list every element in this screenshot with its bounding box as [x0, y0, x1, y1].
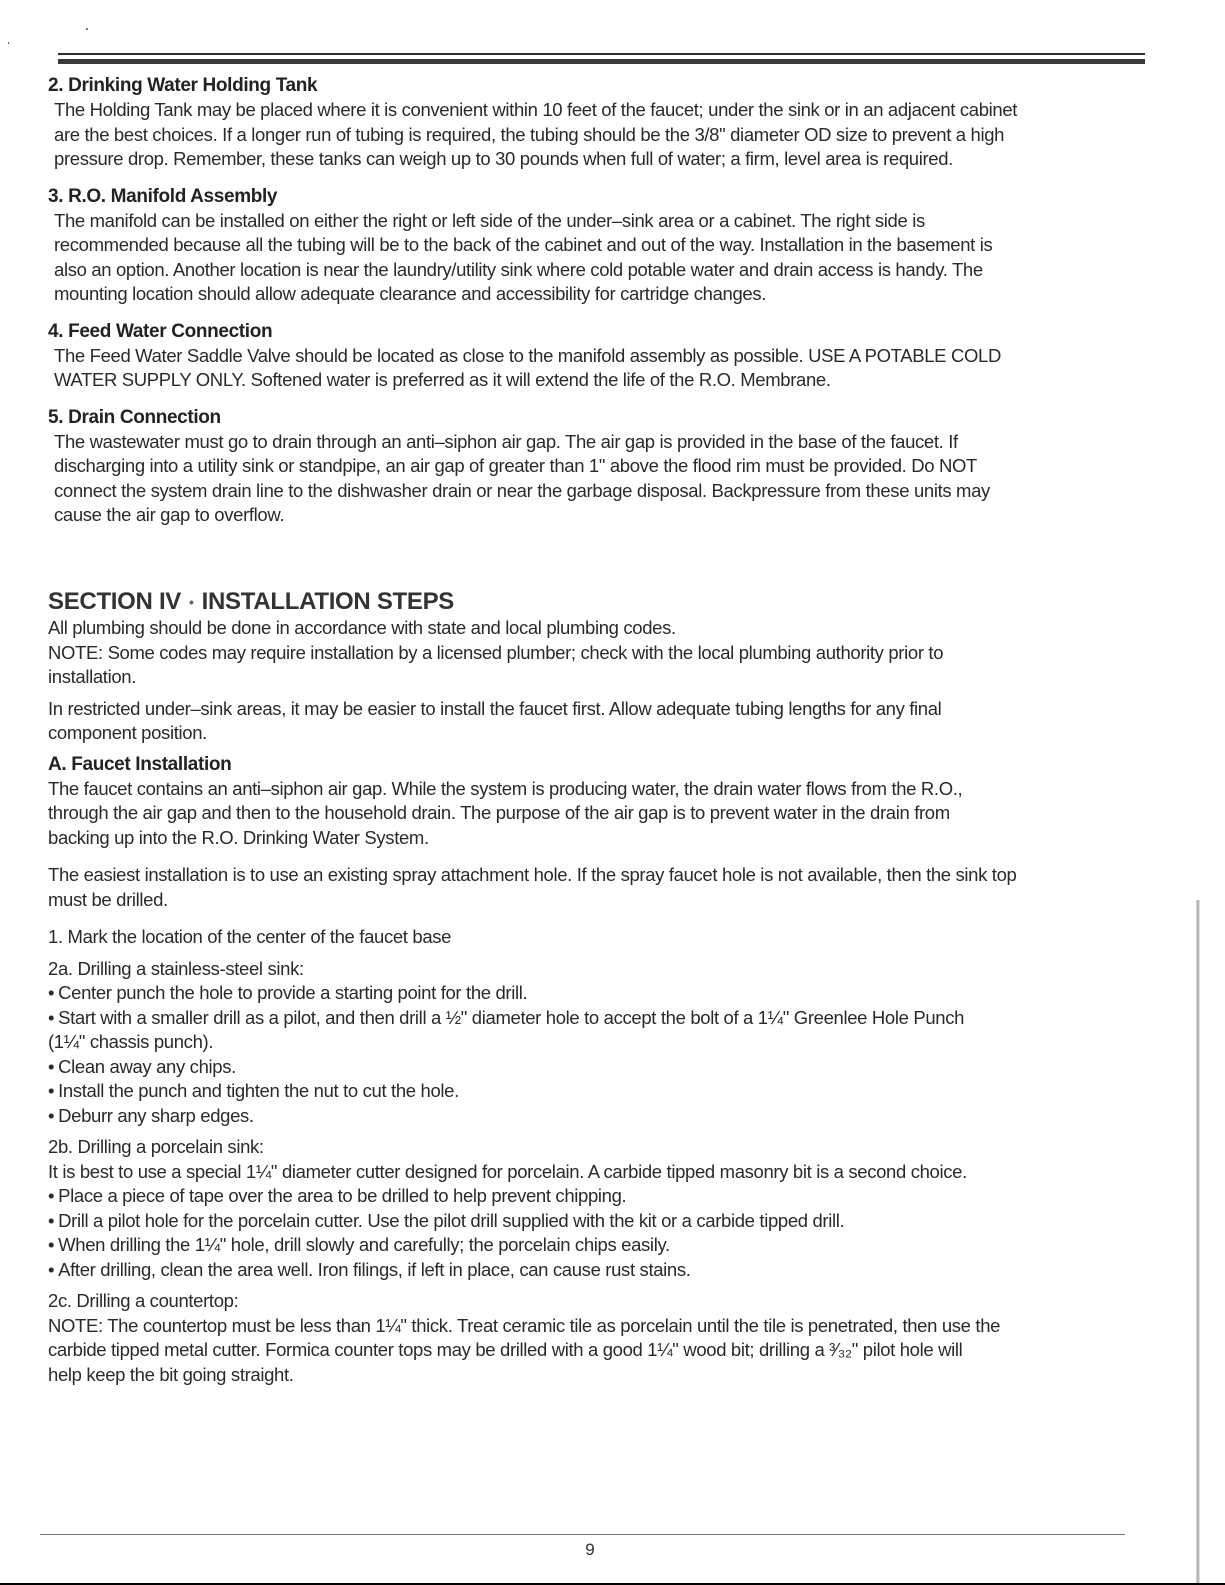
body-line: backing up into the R.O. Drinking Water System. — [48, 826, 429, 848]
body-line: must be drilled. — [48, 888, 168, 910]
section-feed-water — [48, 320, 1138, 393]
body-line: help keep the bit going straight. — [48, 1363, 294, 1385]
step-1: 1. Mark the location of the center of the faucet base — [48, 926, 452, 948]
header-rule-thin — [58, 53, 1145, 55]
page-number: 9 — [585, 1540, 595, 1559]
section-iv — [48, 588, 1138, 1388]
body-line: NOTE: The countertop must be less than 1¼" thick. Treat ceramic tile as porcelain until the tile is penetrated, then use the — [48, 1314, 1001, 1336]
body-line: All plumbing should be done in accordance with state and local plumbing codes. — [48, 617, 676, 639]
body-line: NOTE: Some codes may require installation by a licensed plumber; check with the local plumbing authority prior to — [48, 641, 944, 663]
step-2b-heading: 2b. Drilling a porcelain sink: — [48, 1136, 264, 1158]
body-line: installation. — [48, 666, 137, 688]
body-line: mounting location should allow adequate clearance and accessibility for cartridge changes. — [54, 283, 767, 304]
bullet-item: • When drilling the 1¼" hole, drill slowly and carefully; the porcelain chips easily. — [48, 1233, 1138, 1258]
body-line: The wastewater must go to drain through an anti–siphon air gap. The air gap is provided in the base of the faucet. If — [54, 430, 958, 452]
scan-speck — [86, 28, 88, 30]
body-line: It is best to use a special 1¼" diameter cutter designed for porcelain. A carbide tipped masonry bit is a second choice. — [48, 1160, 967, 1182]
body-line: discharging into a utility sink or standpipe, an air gap of greater than 1" above the flood rim must be provided. Do NOT — [54, 455, 977, 476]
page-content — [48, 74, 1138, 1387]
header-rule-thick — [58, 59, 1145, 64]
scan-speck — [8, 42, 9, 44]
section-heading: 3. R.O. Manifold Assembly — [48, 185, 278, 207]
body-line: The manifold can be installed on either the right or left side of the under–sink area or a cabinet. The right side is — [54, 209, 925, 231]
section-drain — [48, 406, 1138, 528]
section-name: INSTALLATION STEPS — [201, 587, 455, 615]
body-line: through the air gap and then to the household drain. The purpose of the air gap is to prevent water in the drain from — [48, 802, 950, 824]
body-line: recommended because all the tubing will be to the back of the cabinet and out of the way. Installation in the basement is — [54, 234, 993, 255]
body-line: The Feed Water Saddle Valve should be located as close to the manifold assembly as possible. USE A POTABLE COLD — [54, 344, 1001, 366]
section-heading: 4. Feed Water Connection — [48, 320, 273, 342]
section-heading: 2. Drinking Water Holding Tank — [48, 75, 318, 96]
section-holding-tank — [48, 74, 1138, 172]
body-line: also an option. Another location is near the laundry/utility sink where cold potable water and drain access is handy. The — [54, 258, 983, 280]
subsection-heading: A. Faucet Installation — [48, 753, 232, 775]
body-line: The Holding Tank may be placed where it is convenient within 10 feet of the faucet; under the sink or in an adjacent cabinet — [54, 99, 1018, 120]
bullet-item: • Deburr any sharp edges. — [48, 1104, 1138, 1129]
body-line: WATER SUPPLY ONLY. Softened water is preferred as it will extend the life of the R.O. Membrane. — [54, 369, 831, 390]
section-iv-title — [48, 588, 1138, 617]
bullet-item: • Start with a smaller drill as a pilot, and then drill a ½" diameter hole to accept the bolt of a 1¼" Greenlee Hole Punch — [48, 1006, 1138, 1031]
section-heading: 5. Drain Connection — [48, 406, 221, 428]
body-line: component position. — [48, 722, 207, 744]
bullet-item: • Place a piece of tape over the area to be drilled to help prevent chipping. — [48, 1184, 1138, 1209]
bullet-separator-icon: • — [189, 594, 194, 611]
bullet-item: • Drill a pilot hole for the porcelain cutter. Use the pilot drill supplied with the kit or a carbide tipped drill. — [48, 1209, 1138, 1234]
body-line: The easiest installation is to use an existing spray attachment hole. If the spray faucet hole is not available, then the sink top — [48, 864, 1017, 886]
body-line: connect the system drain line to the dishwasher drain or near the garbage disposal. Backpressure from these units may — [54, 479, 990, 501]
bullet-item: • After drilling, clean the area well. Iron filings, if left in place, can cause rust stains. — [48, 1258, 1138, 1283]
section-number: SECTION IV — [48, 587, 182, 615]
bullet-item: • Center punch the hole to provide a starting point for the drill. — [48, 981, 1138, 1006]
body-line: are the best choices. If a longer run of tubing is required, the tubing should be the 3/8" diameter OD size to prevent a high — [54, 123, 1005, 145]
scan-edge-shadow — [1196, 900, 1200, 1585]
body-line: carbide tipped metal cutter. Formica counter tops may be drilled with a good 1¼" wood bit; drilling a ³⁄₃₂" pilot hole will — [48, 1339, 963, 1361]
footer-rule — [40, 1534, 1125, 1535]
bullet-item: • Install the punch and tighten the nut to cut the hole. — [48, 1079, 1138, 1104]
bullet-item: • Clean away any chips. — [48, 1055, 1138, 1080]
section-manifold — [48, 185, 1138, 307]
step-2a-heading: 2a. Drilling a stainless-steel sink: — [48, 957, 304, 979]
bullet-continuation: (1¼" chassis punch). — [48, 1031, 214, 1053]
body-line: cause the air gap to overflow. — [54, 504, 285, 525]
body-line: pressure drop. Remember, these tanks can weigh up to 30 pounds when full of water; a firm, level area is required. — [54, 148, 953, 169]
body-line: The faucet contains an anti–siphon air gap. While the system is producing water, the drain water flows from the R.O., — [48, 777, 963, 799]
step-2c-heading: 2c. Drilling a countertop: — [48, 1290, 239, 1312]
body-line: In restricted under–sink areas, it may be easier to install the faucet first. Allow adequate tubing lengths for any final — [48, 697, 942, 719]
faucet-installation — [48, 753, 1138, 1388]
